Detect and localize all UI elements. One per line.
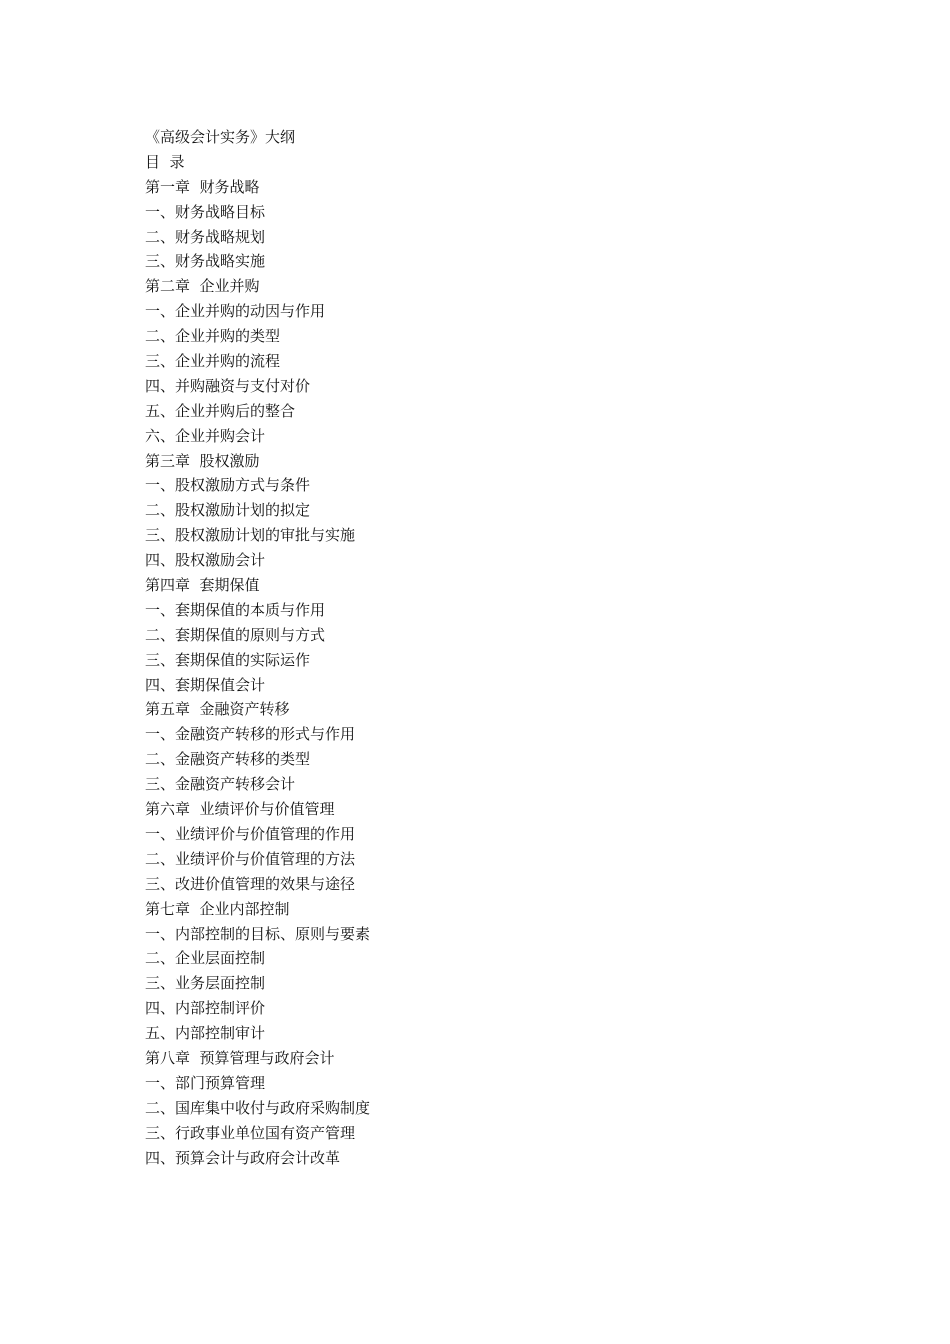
chapter-1: [145, 175, 845, 275]
chapter-3: [145, 449, 845, 573]
chapter-4: [145, 573, 845, 697]
toc-item: 三、企业并购的流程: [145, 352, 281, 371]
document-title: 《高级会计实务》大纲: [145, 128, 296, 146]
toc-item: 二、金融资产转移的类型: [145, 750, 311, 769]
chapter-6: [145, 797, 845, 897]
chapter-heading: 第八章 预算管理与政府会计: [145, 1048, 335, 1067]
toc-item: 四、套期保值会计: [145, 675, 266, 694]
toc-item: 一、企业并购的动因与作用: [145, 302, 326, 321]
toc-item: 一、金融资产转移的形式与作用: [145, 725, 356, 744]
toc-item: 二、套期保值的原则与方式: [145, 625, 326, 644]
chapter-2: [145, 274, 845, 448]
toc-item: 一、套期保值的本质与作用: [145, 600, 326, 619]
chapter-heading: 第四章 套期保值: [145, 576, 260, 595]
toc-item: 一、部门预算管理: [145, 1073, 266, 1092]
chapter-heading: 第三章 股权激励: [145, 451, 260, 470]
chapter-heading: 第二章 企业并购: [145, 277, 260, 296]
chapter-heading: 第七章 企业内部控制: [145, 899, 290, 918]
toc-item: 一、股权激励方式与条件: [145, 476, 311, 495]
toc-item: 一、业绩评价与价值管理的作用: [145, 824, 356, 843]
toc-item: 二、企业并购的类型: [145, 327, 281, 346]
chapter-7: [145, 897, 845, 1046]
toc-item: 二、企业层面控制: [145, 949, 266, 968]
toc-item: 六、企业并购会计: [145, 426, 266, 445]
toc-item: 二、股权激励计划的拟定: [145, 501, 311, 520]
chapter-8: [145, 1046, 845, 1170]
toc-item: 一、内部控制的目标、原则与要素: [145, 924, 371, 943]
toc-item: 四、股权激励会计: [145, 551, 266, 570]
toc-item: 四、内部控制评价: [145, 999, 266, 1018]
toc-item: 三、改进价值管理的效果与途径: [145, 874, 356, 893]
toc-item: 三、行政事业单位国有资产管理: [145, 1123, 356, 1142]
toc-item: 五、企业并购后的整合: [145, 401, 296, 420]
toc-item: 三、财务战略实施: [145, 252, 266, 271]
toc-item: 三、股权激励计划的审批与实施: [145, 526, 356, 545]
toc-item: 三、业务层面控制: [145, 974, 266, 993]
toc-item: 四、并购融资与支付对价: [145, 376, 311, 395]
toc-item: 二、财务战略规划: [145, 227, 266, 246]
toc-item: 二、业绩评价与价值管理的方法: [145, 849, 356, 868]
chapter-heading: 第一章 财务战略: [145, 177, 260, 196]
toc-item: 一、财务战略目标: [145, 202, 266, 221]
toc-item: 五、内部控制审计: [145, 1024, 266, 1043]
toc-item: 二、国库集中收付与政府采购制度: [145, 1098, 371, 1117]
toc-item: 四、预算会计与政府会计改革: [145, 1148, 341, 1167]
chapter-5: [145, 697, 845, 797]
toc-heading: 目 录: [145, 152, 185, 171]
toc-item: 三、金融资产转移会计: [145, 775, 296, 794]
chapter-heading: 第六章 业绩评价与价值管理: [145, 800, 335, 819]
toc-item: 三、套期保值的实际运作: [145, 650, 311, 669]
document-page: [145, 125, 845, 1170]
chapter-heading: 第五章 金融资产转移: [145, 700, 290, 719]
